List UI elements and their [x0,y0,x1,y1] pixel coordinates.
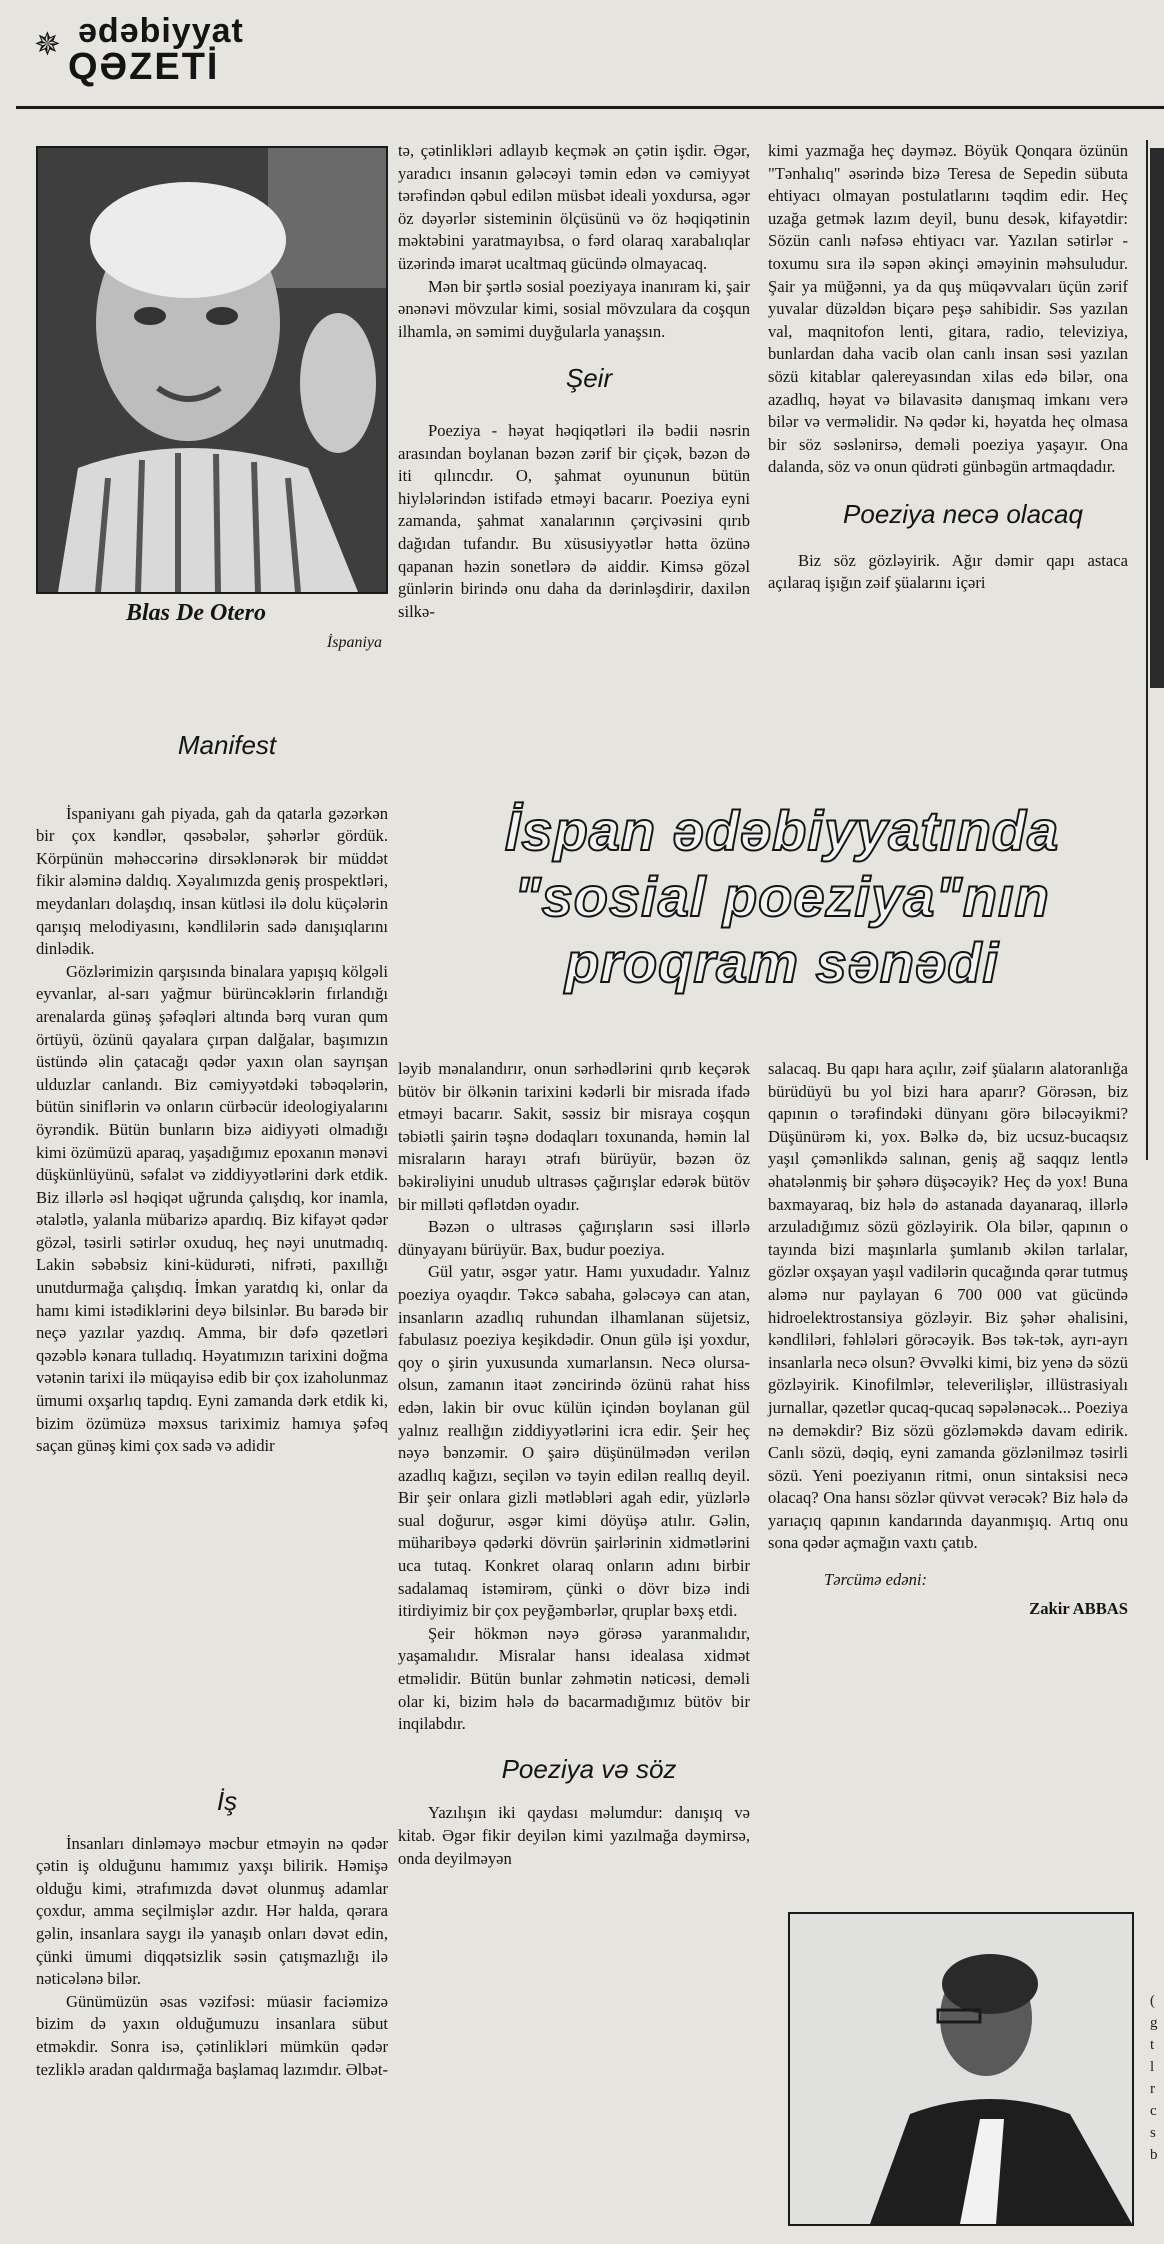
column-middle-bottom [398,1058,750,1870]
paragraph: tə, çətinlikləri adlayıb keçmək ən çətin işdir. Əgər, yaradıcı insanın gələcəyi təmin edən və cəmiyyət tərəfindən qəbul edilən müsbət ideali yoxdursa, əgər öz dəyərlər sisteminin ölçüsünü və öz həqiqətinin məktəbini yaratmayıbsa, o fərd olaraq xarabalıqlar üzərində imarət ucaltmaq gücündə olmayacaq. [398,141,750,273]
masthead-line2: QƏZETİ [68,46,220,88]
section-title-poeziya-nece-olacaq: Poeziya necə olacaq [843,498,1083,529]
translator-label: Tərcümə edəni: [824,1570,928,1590]
paragraph: Günümüzün əsas vəzifəsi: müasir faciəmizə bizim də yaxın olduğumuzu insanlara sübut etməkdir. Sonra isə, çətinlikləri mümkün qədər tezliklə aradan qaldırmağa başlamaq lazımdır. Əlbət- [36,1991,389,2079]
adjacent-page-text-edge: ( g t l r c s b [1150,1993,1158,2163]
paragraph: Poeziya - həyat həqiqətləri ilə bədii nəsrin arasından boylanan bəzən zərif bir çiçək, bəzən də iti qılıncdır. O, şahmat oyununun bütün hiylələrindən istifadə etməyi bacarır. Poeziya eyni zamanda, şahmat xanalarının çərçivəsini qırıb dağıdan tufandır. Bu xüsusiyyətlər hətta özünə qapanan həzin sonetlərə də aiddir. Kimsə gözəl günlərin birində onu daha da dərinləşdirir, daxilən silkə- [398,420,750,621]
header-rule [16,106,1164,109]
section-title-is: İş [216,1786,238,1816]
compass-star-icon: ✵ [34,26,61,62]
paragraph: Şeir hökmən nəyə görəsə yaranmalıdır, yaşamalıdır. Misralar hansı idealasa xidmət etməlidir. Bütün bunlar zəhmətin nəticəsi, deməli olar ki, bizim hələ də bacarmadığımız bütöv bir inqilabdır. [398,1623,750,1734]
headline-line3: proqram sənədi [564,931,1000,994]
paragraph: Mən bir şərtlə sosial poeziyaya inanıram ki, şair ənənəvi mövzular kimi, sosial mövzulara da coşqun ilhamla, ən səmimi duyğularla yanaşsın. [398,276,750,341]
paragraph: Gül yatır, əsgər yatır. Hamı yuxudadır. Yalnız poeziya oyaqdır. Təkcə sabaha, gələcəyə can atan, insanların azadlıq ruhundan ilhamlanan süjetsiz, fabulasız poeziya keşikdədir. Onun gülə işi yoxdur, qoy o şirin yuxusunda xumarlansın. Necə olursa-olsun, zamanın itaət zəncirində özünü rahat hiss edən, lakin bir ovuc külün içindən boylanan gül yalnız reallığın ziddiyyətlərini icra edir. Şeir heç nəyə bənzəmir. O şairə düşünülmədən verilən azadlıq kağızı, seçilən və təyin edilən reallıq deyil. Bir şeir onlara gizli mətləbləri agah edir, yüzlərlə sual doğurur, əsgər kimi döyüşə atılır. Gəlin, müharibəyə qədərki dövrün şairlərinin xidmətlərini uca tutaq. Konkret olaraq onların adını birbir sadalamaq istəmirəm, çünki o dövr bizə indi itirdiyimiz bir çox peyğəmbərlər, qruplar bəxş etdi. [398,1262,750,1621]
column-right-top [768,140,1128,595]
paragraph: Biz söz gözləyirik. Ağır dəmir qapı astaca açılaraq işığın zəif şüalarını içəri [768,550,1128,593]
column-left-bottom [36,1786,389,2081]
paragraph: Yazılışın iki qaydası məlumdur: danışıq və kitab. Əgər fikir deyilən kimi yazılmağa dəymirsə, onda deyilməyən [398,1803,750,1868]
headline-line1: İspan ədəbiyyatında [504,799,1060,862]
column-divider [1146,140,1148,1160]
author-photo [36,146,388,594]
column-right-bottom [768,1058,1128,1620]
article-headline [452,798,1112,996]
newspaper-masthead [34,12,288,92]
adjacent-page-photo-edge [1150,148,1164,688]
paragraph: Bəzən o ultrasəs çağırışların səsi illərlə dünyayanı bürüyür. Bax, budur poeziya. [398,1217,750,1259]
paragraph: kimi yazmağa heç dəyməz. Böyük Qonqara özünün "Tənhalıq" əsərində bizə Teresa de Sepedin sübuta ehtiyacı olmayan postulatlarını təqdim edir. Heç uzağa getmək lazım deyil, bunu desək, kifayətdir: Sözün canlı nəfəsə ehtiyacı var. Yazılan sətirlər - toxumu sıra ilə səpən əkinçi əməyinin məhsuludur. Şair ya müğənni, ya da quş müqəvvaları üçün zərif yuvalar düzəldən biçarə peşə sahibidir. Səs yazılan val, maqnitofon lenti, gitara, radio, televiziya, bunlardan daha vacib olan canlı insan səsi yazılan sözü kitablar qalereyasından xilas edə bilər, ona azadlıq, həyat və bilavasitə danışmaq imkanı verə bilər və verməlidir. Nə qədər ki, həyatda heç olmasa bir söz səslənirsə, deməli poeziya yaşayır. Ona dalanda, söz və onun qüdrəti günbəgün artmaqdadır. [768,141,1128,477]
paragraph: salacaq. Bu qapı hara açılır, zəif şüaların alatoranlığa bürüdüyü bu yol bizi hara aparır? Görəsən, biz qapının o tərəfindəki dünyanı görə biləcəyikmi? Düşünürəm ki, yox. Bəlkə də, biz ucsuz-bucaqsız yaşıl çəmənlikdə salınan, geniş ağ saqqız lentlə əhatələnmiş bir şəhərə düşəcəyik? Heç də yox! Buna baxmayaraq, biz hələ də astanada dayanaraq, illərlə arzuladığımız sözü gözləyirik. Ola bilər, qapının o tayında bizi maşınlarla şumlanıb əkilən tarlalar, gözlər oxşayan yaşıl vadilərin qucağında qərar tutmuş aləmə nur paylayan 6 700 000 vat gücündə hidroelektrostansiya gözləyir. Biz şəhər əhalisini, kəndliləri, fəhlələri görəcəyik. Bəs tək-tək, ayrı-ayrı insanlarla necə olsun? Əvvəlki kimi, biz yenə də sözü gözləyirik. Kinofilmlər, televerilişlər, illüstrasiyalı jurnallar, qəzetlər qucaq-qucaq səpələnəcək... Poeziya nə deməkdir? Biz sözü gözləməkdə davam edirik. Canlı sözü, dəqiq, eyni zamanda gözlənilməz təsirli sözü. Yeni poeziyanın ritmi, onun sintaksisi necə olacaq? Ona hansı sözlər qüvvət verəcək? Biz hələ də yarıaçıq qapının kandarında dayanmışıq. Artıq onu sona qədər açmağın vaxtı çatıb. [768,1059,1128,1553]
paragraph: ləyib mənalandırır, onun sərhədlərini qırıb keçərək bütöv bir ölkənin tarixini kədərli bir misrada ifadə etməyi bacarır. Sakit, səssiz bir misraya coşqun təbiətli şairin təşnə dodaqları toxunanda, həmin lal misraların harayı ətrafı bürüyür, bəzən öz bəkirəliyini unudub ultrasəs çağırışlar edərək bütöv bir milləti qəflətdən oyadır. [398,1059,750,1214]
section-title-manifest: Manifest [177,730,277,760]
portrait-photo-zakir-abbas [790,1914,1132,2224]
translator-photo [788,1912,1134,2226]
headline-line2: "sosial poeziya"nın [514,865,1050,928]
author-name-caption: Blas De Otero [126,600,266,626]
masthead-line1: ədəbiyyat [78,12,244,50]
translator-name: Zakir ABBAS [1029,1598,1128,1618]
portrait-photo-blas-de-otero [38,148,386,592]
paragraph: İspaniyanı gah piyada, gah da qatarla gəzərkən bir çox kəndlər, qəsəbələr, şəhərlər gördük. Körpünün məhəccərinə dirsəklənərək bir müddət fikir aləminə daldıq. Xəyalımızda geniş prospektləri, meydanları dolaşdıq, insan kütləsi ilə dolu küçələrin qarışıq melodiyasını, kəndlilərin sadə danışıqlarını dinlədik. [36,803,388,959]
column-middle-top [398,140,750,623]
column-left-top [36,730,388,1458]
section-title-seir: Şeir [565,363,613,394]
section-title-poeziya-ve-soz: Poeziya və söz [501,1753,677,1784]
paragraph: Gözlərimizin qarşısında binalara yapışıq kölgəli eyvanlar, al-sarı yağmur bürüncəklərin fırlandığı arenalarda günəş şəfəqləri altında bərq vuran qum örtüyü, özünü qayalara çırpan dalğalar, başımızın üstündə əlin çatacağı qədər yaxın olan sayrışan ulduzlar canlandı. Biz cəmiyyətdəki təbəqələrin, bütün siniflərin və onların cürbəcür ideologiyalarını öyrəndik. Bütün bunların bizə aidiyyəti olmadığı kimi özümüzü aparaq, yaşadığımız epoxanın mənəvi düşkünlüyünü, səfalət və ziddiyyətlərini dərk etdik. Biz illərlə əsl həqiqət uğrunda çalışdıq, kor inamla, ətalətlə, yalanla mübarizə apardıq. Biz kifayət qədər gözəl, təsirli sətirlər oxuduq, heç nəyi unutmadıq. Lakin səbəbsiz kini-küdurəti, nifrəti, paxıllığı unutdurmağa çalışdıq. İmkan yaratdıq ki, onlar da hamı kimi istədiklərini deyə bilsinlər. Bu barədə bir neçə yazılar yazdıq. Amma, bir dəfə qəzetləri qəzəblə kənara tulladıq. Həyatımızın tarixini doğma vətənin tarixi ilə müqayisə edib bir çox izaholunmaz ümumi oxşarlıq tapdıq. Eyni zamanda dərk etdik ki, bizim özümüzə məxsus tariximiz hamıya şəfəq saçan günəş kimi çox sadə və adidir [36,961,388,1456]
author-country-caption: İspaniya [326,634,382,651]
paragraph: İnsanları dinləməyə məcbur etməyin nə qədər çətin iş olduğunu hamımız yaxşı bilirik. Həmişə olduğu kimi, ətrafımızda dəvət olunmuş adamlar çoxdur, amma seçilmişlər azdır. Hər halda, qərara gəlin, insanlara saygı ilə yanaşıb onları dəvət edin, çünki ümumi diqqətsizlik səsin çatışmazlığı ilə nəticələnə bilər. [36,1833,388,1989]
